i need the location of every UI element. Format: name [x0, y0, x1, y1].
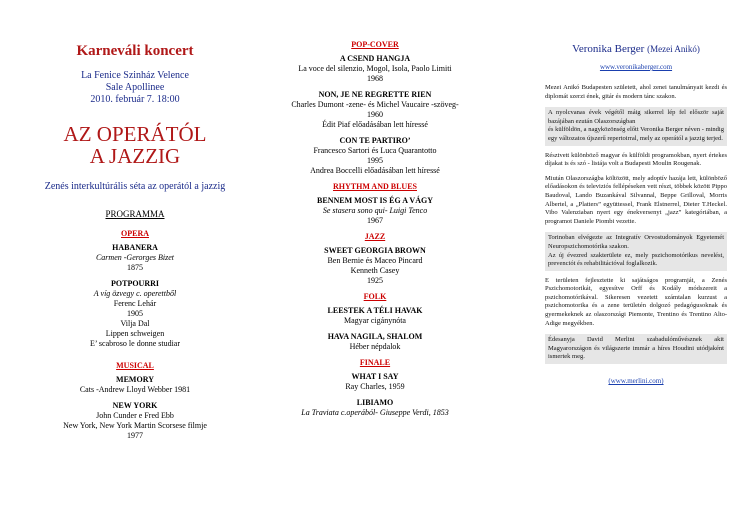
piece-detail: Magyar cigánynóta: [344, 316, 406, 325]
piece-detail: 1995: [367, 156, 383, 165]
piece-title: NON, JE NE REGRETTE RIEN: [318, 90, 432, 99]
bio-paragraph: Torinoban elvégezte az Integratív Orvostudományok Egyetemét Neuropszichomotórika szakon. Az új évezred szakterülete ez, mely pszichomotórikus nevelést, prevenciót és rehabilitációval foglalkozik.: [545, 232, 727, 270]
section-heading: RHYTHM AND BLUES: [332, 182, 417, 191]
piece-title: MEMORY: [116, 375, 154, 384]
venue-line-2: Sale Apollinee: [105, 82, 165, 93]
main-title-line-2: A JAZZIG: [89, 144, 181, 168]
bio-paragraph: Miután Olaszországba költözött, mely adoptív hazája lett, különböző előadásokon és televiziós fellépéseken vett részt, többek között Pippo Baudoval, Lando Buzankával Silvannal, Beppe Grilloval, Morris Albertel, a „Platters” együttessel, Frank Elstnerrel, Dieter T.Heckel. Vibo Valenziaban nyert egy énekversenyt „jazz” kategóriában, a programot Daniele Piombi vezette.: [545, 174, 727, 225]
left-column: [20, 0, 250, 441]
piece-detail: New York, New York Martin Scorsese filmje: [63, 421, 207, 430]
piece-detail: John Cunder e Fred Ebb: [96, 411, 174, 420]
piece-title: LEESTEK A TÉLI HAVAK: [327, 306, 423, 315]
performer-name-text: Veronika Berger: [572, 43, 645, 55]
piece-detail: 1925: [367, 276, 383, 285]
section-heading: FINALE: [359, 358, 391, 367]
piece-detail: A víg özvegy c. operettből: [93, 289, 177, 298]
piece-detail: 1967: [367, 216, 383, 225]
section-heading: JAZZ: [364, 232, 386, 241]
main-title-line-1: AZ OPERÁTÓL: [63, 122, 207, 146]
piece-detail: Andrea Boccelli előadásában lett híressé: [310, 166, 440, 175]
programma-heading: PROGRAMMA: [105, 209, 165, 219]
piece-detail: La Traviata c.operából- Giuseppe Verdi, 1853: [301, 408, 449, 417]
piece-title: POTPOURRI: [111, 279, 159, 288]
piece-detail: Ray Charles, 1959: [345, 382, 405, 391]
piece-detail: 1977: [127, 431, 143, 440]
merlini-link[interactable]: (www.merlini.com): [608, 377, 664, 386]
piece-title: SWEET GEORGIA BROWN: [324, 246, 426, 255]
piece-detail: Se stasera sono qui- Luigi Tenco: [322, 206, 428, 215]
piece-detail: Ben Bernie és Maceo Pincard: [327, 256, 423, 265]
piece-detail: Charles Dumont -zene- és Michel Vaucaire -szöveg-: [291, 100, 459, 109]
piece-title: A CSEND HANGJA: [339, 54, 411, 63]
middle-program: [260, 40, 490, 418]
piece-detail: Kenneth Casey: [350, 266, 400, 275]
bio-paragraph: E területen fejlesztette ki sajátságos programját, a Zenés Pszichomotorikát, egyesítve Orff és Kodály módszereit a pszichomotórikával. Sikeresen vezetett számtalan kurzust a pszichomotorika és a zene területén dolgozó pedagógusoknak és gyermekeknek az olaszországi Piemonte, Trentino és Trentino Alto-Adige megyékben.: [545, 276, 727, 327]
piece-title: WHAT I SAY: [351, 372, 399, 381]
piece-detail: Vilja Dal: [120, 319, 150, 328]
piece-title: LIBIAMO: [356, 398, 394, 407]
piece-detail: E’ scabroso le donne studiar: [89, 339, 181, 348]
middle-column: [260, 0, 490, 418]
section-heading: OPERA: [121, 229, 149, 238]
piece-title: CON TE PARTIRO’: [339, 136, 411, 145]
piece-detail: 1905: [127, 309, 143, 318]
section-heading: POP-COVER: [351, 40, 399, 49]
piece-title: NEW YORK: [112, 401, 158, 410]
bio-paragraph: Édesanyja David Merlini szabadulóművésznek akit Magyarországon és világszerte immár a híres Houdini utódjaként ismertek meg.: [545, 334, 727, 364]
piece-title: HABANERA: [112, 243, 158, 252]
piece-title: BENNEM MOST IS ÉG A VÁGY: [317, 196, 433, 205]
piece-detail: Carmen -Gerorges Bizet: [95, 253, 175, 262]
bio-paragraph: A nyolcvanas évek végétől máig sikerrel lép fel először saját bazájában ezután Olaszországban és külföldön, a nagyközönség előtt Veronika Berger néven - mindig egy változatos újszerű repertoirral, mely az operától a jazzig terjed.: [545, 107, 727, 145]
venue-date: 2010. február 7. 18:00: [90, 94, 180, 105]
piece-detail: Ferenc Lehár: [113, 299, 157, 308]
left-program: [20, 219, 250, 441]
piece-detail: Cats -Andrew Lloyd Webber 1981: [79, 385, 191, 394]
piece-detail: 1875: [127, 263, 143, 272]
piece-detail: 1960: [367, 110, 383, 119]
piece-detail: 1968: [367, 74, 383, 83]
biography: [545, 84, 727, 364]
performer-birthname: (Mezei Anikó): [647, 44, 700, 54]
piece-detail: Héber népdalok: [349, 342, 401, 351]
bio-paragraph: Résztvett különböző magyar és külföldi programokban, nyert értekes díjakat is és szó - listája volt a Budapesti Moulin Rougenak.: [545, 151, 727, 168]
section-heading: MUSICAL: [116, 361, 154, 370]
piece-detail: Francesco Sartori és Luca Quarantotto: [313, 146, 437, 155]
bio-paragraph: Mezei Anikó Budapesten született, ahol zenei tanulmányait kezdi és diplomát szerzi ének, gitár és modern tánc szakon.: [545, 84, 727, 100]
piece-detail: Lippen schweigen: [105, 329, 165, 338]
performer-name: [545, 43, 727, 56]
piece-detail: La voce del silenzio, Mogol, Isola, Paolo Limiti: [298, 64, 452, 73]
piece-title: HAVA NAGILA, SHALOM: [327, 332, 423, 341]
right-column: [545, 0, 727, 388]
venue-line-1: La Fenice Szinház Velence: [81, 70, 189, 81]
website-link[interactable]: www.veronikaberger.com: [599, 63, 673, 71]
piece-detail: Édit Piaf előadásában lett híressé: [322, 120, 428, 129]
section-heading: FOLK: [363, 292, 387, 301]
subtitle: Zenés interkultúrális séta az operától a jazzig: [44, 181, 226, 192]
concert-title: Karneváli koncert: [76, 43, 194, 59]
